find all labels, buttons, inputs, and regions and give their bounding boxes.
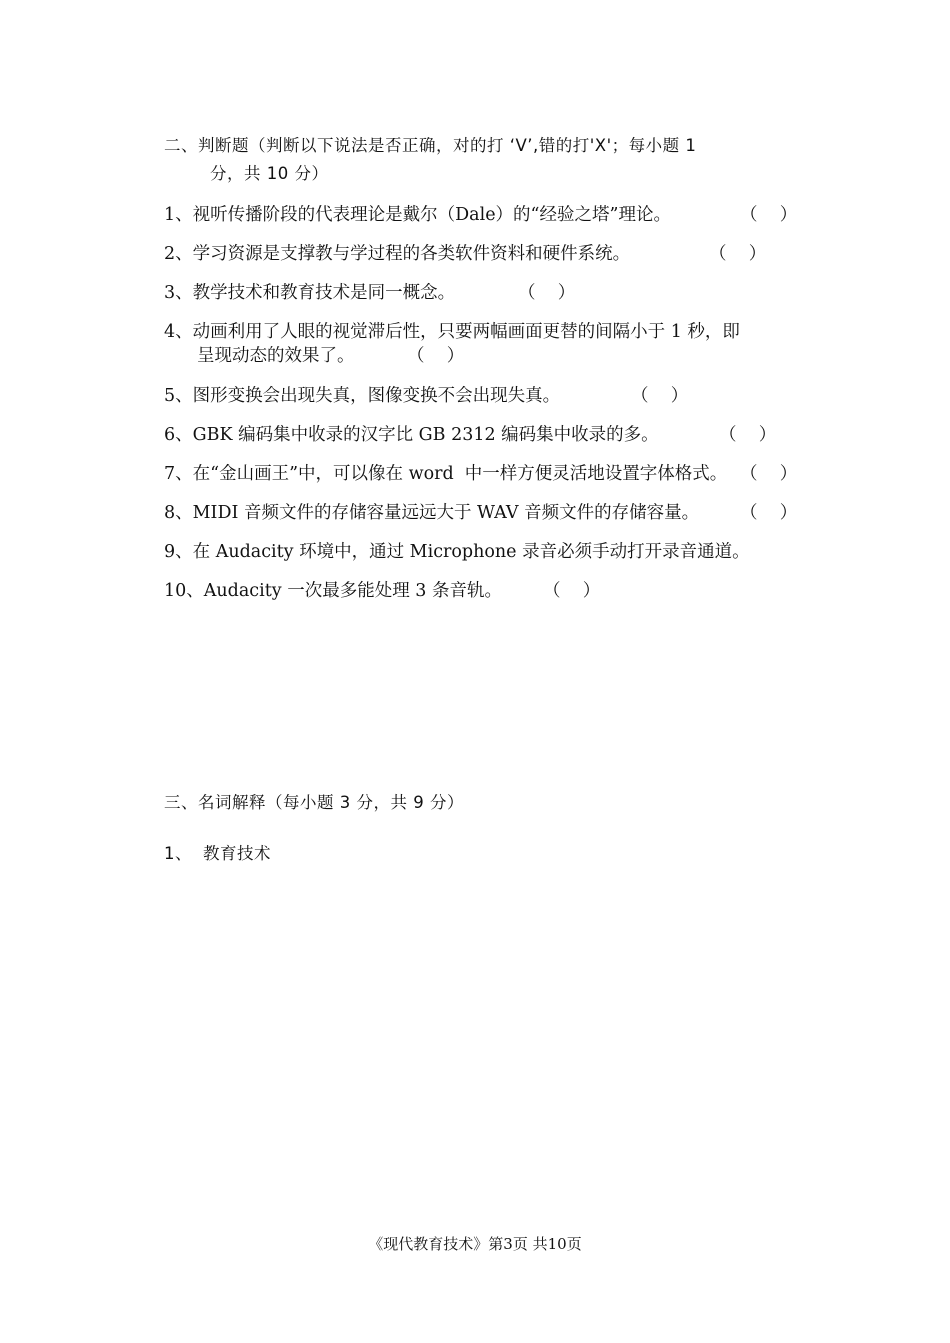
page-footer: 《现代教育技术》第3页 共10页 (368, 1235, 582, 1253)
question-8-text: 8、MIDI 音频文件的存储容量远远大于 WAV 音频文件的存储容量。 (164, 503, 700, 523)
question-6-answer-blank: （ ） (719, 425, 777, 445)
section2-heading-line2: 分，共 10 分） (210, 164, 329, 183)
question-6-text: 6、GBK 编码集中收录的汉字比 GB 2312 编码集中收录的多。 (164, 425, 659, 445)
section2-heading-line1: 二、判断题（判断以下说法是否正确，对的打 ‘V’,错的打'X'；每小题 1 (164, 136, 697, 155)
section3-heading: 三、名词解释（每小题 3 分，共 9 分） (164, 793, 464, 812)
question-1-text: 1、视听传播阶段的代表理论是戴尔（Dale）的“经验之塔”理论。 (164, 205, 671, 225)
question-4-text: 4、动画利用了人眼的视觉滞后性，只要两幅画面更替的间隔小于 1 秒，即 (164, 322, 740, 342)
question-7-text: 7、在“金山画王”中，可以像在 word 中一样方便灵活地设置字体格式。 (164, 464, 728, 484)
question-4-text-line2: 呈现动态的效果了。 (197, 346, 355, 366)
question-3-text: 3、教学技术和教育技术是同一概念。 (164, 283, 456, 303)
question-2-text: 2、学习资源是支撑教与学过程的各类软件资料和硬件系统。 (164, 244, 631, 264)
term-1-number: 1、 (164, 844, 192, 863)
question-5-answer-blank: （ ） (631, 386, 689, 406)
term-1-label: 教育技术 (203, 844, 271, 863)
question-4-answer-blank: （ ） (407, 346, 465, 366)
question-1-answer-blank: （ ） (740, 205, 798, 225)
question-5-text: 5、图形变换会出现失真，图像变换不会出现失真。 (164, 386, 561, 406)
question-10-answer-blank: （ ） (543, 581, 601, 601)
question-7-answer-blank: （ ） (740, 464, 798, 484)
question-9-text: 9、在 Audacity 环境中，通过 Microphone 录音必须手动打开录音通道。 (164, 542, 750, 562)
question-10-text: 10、Audacity 一次最多能处理 3 条音轨。 (164, 581, 502, 601)
question-2-answer-blank: （ ） (709, 244, 767, 264)
question-8-answer-blank: （ ） (740, 503, 798, 523)
question-3-answer-blank: （ ） (518, 283, 576, 303)
